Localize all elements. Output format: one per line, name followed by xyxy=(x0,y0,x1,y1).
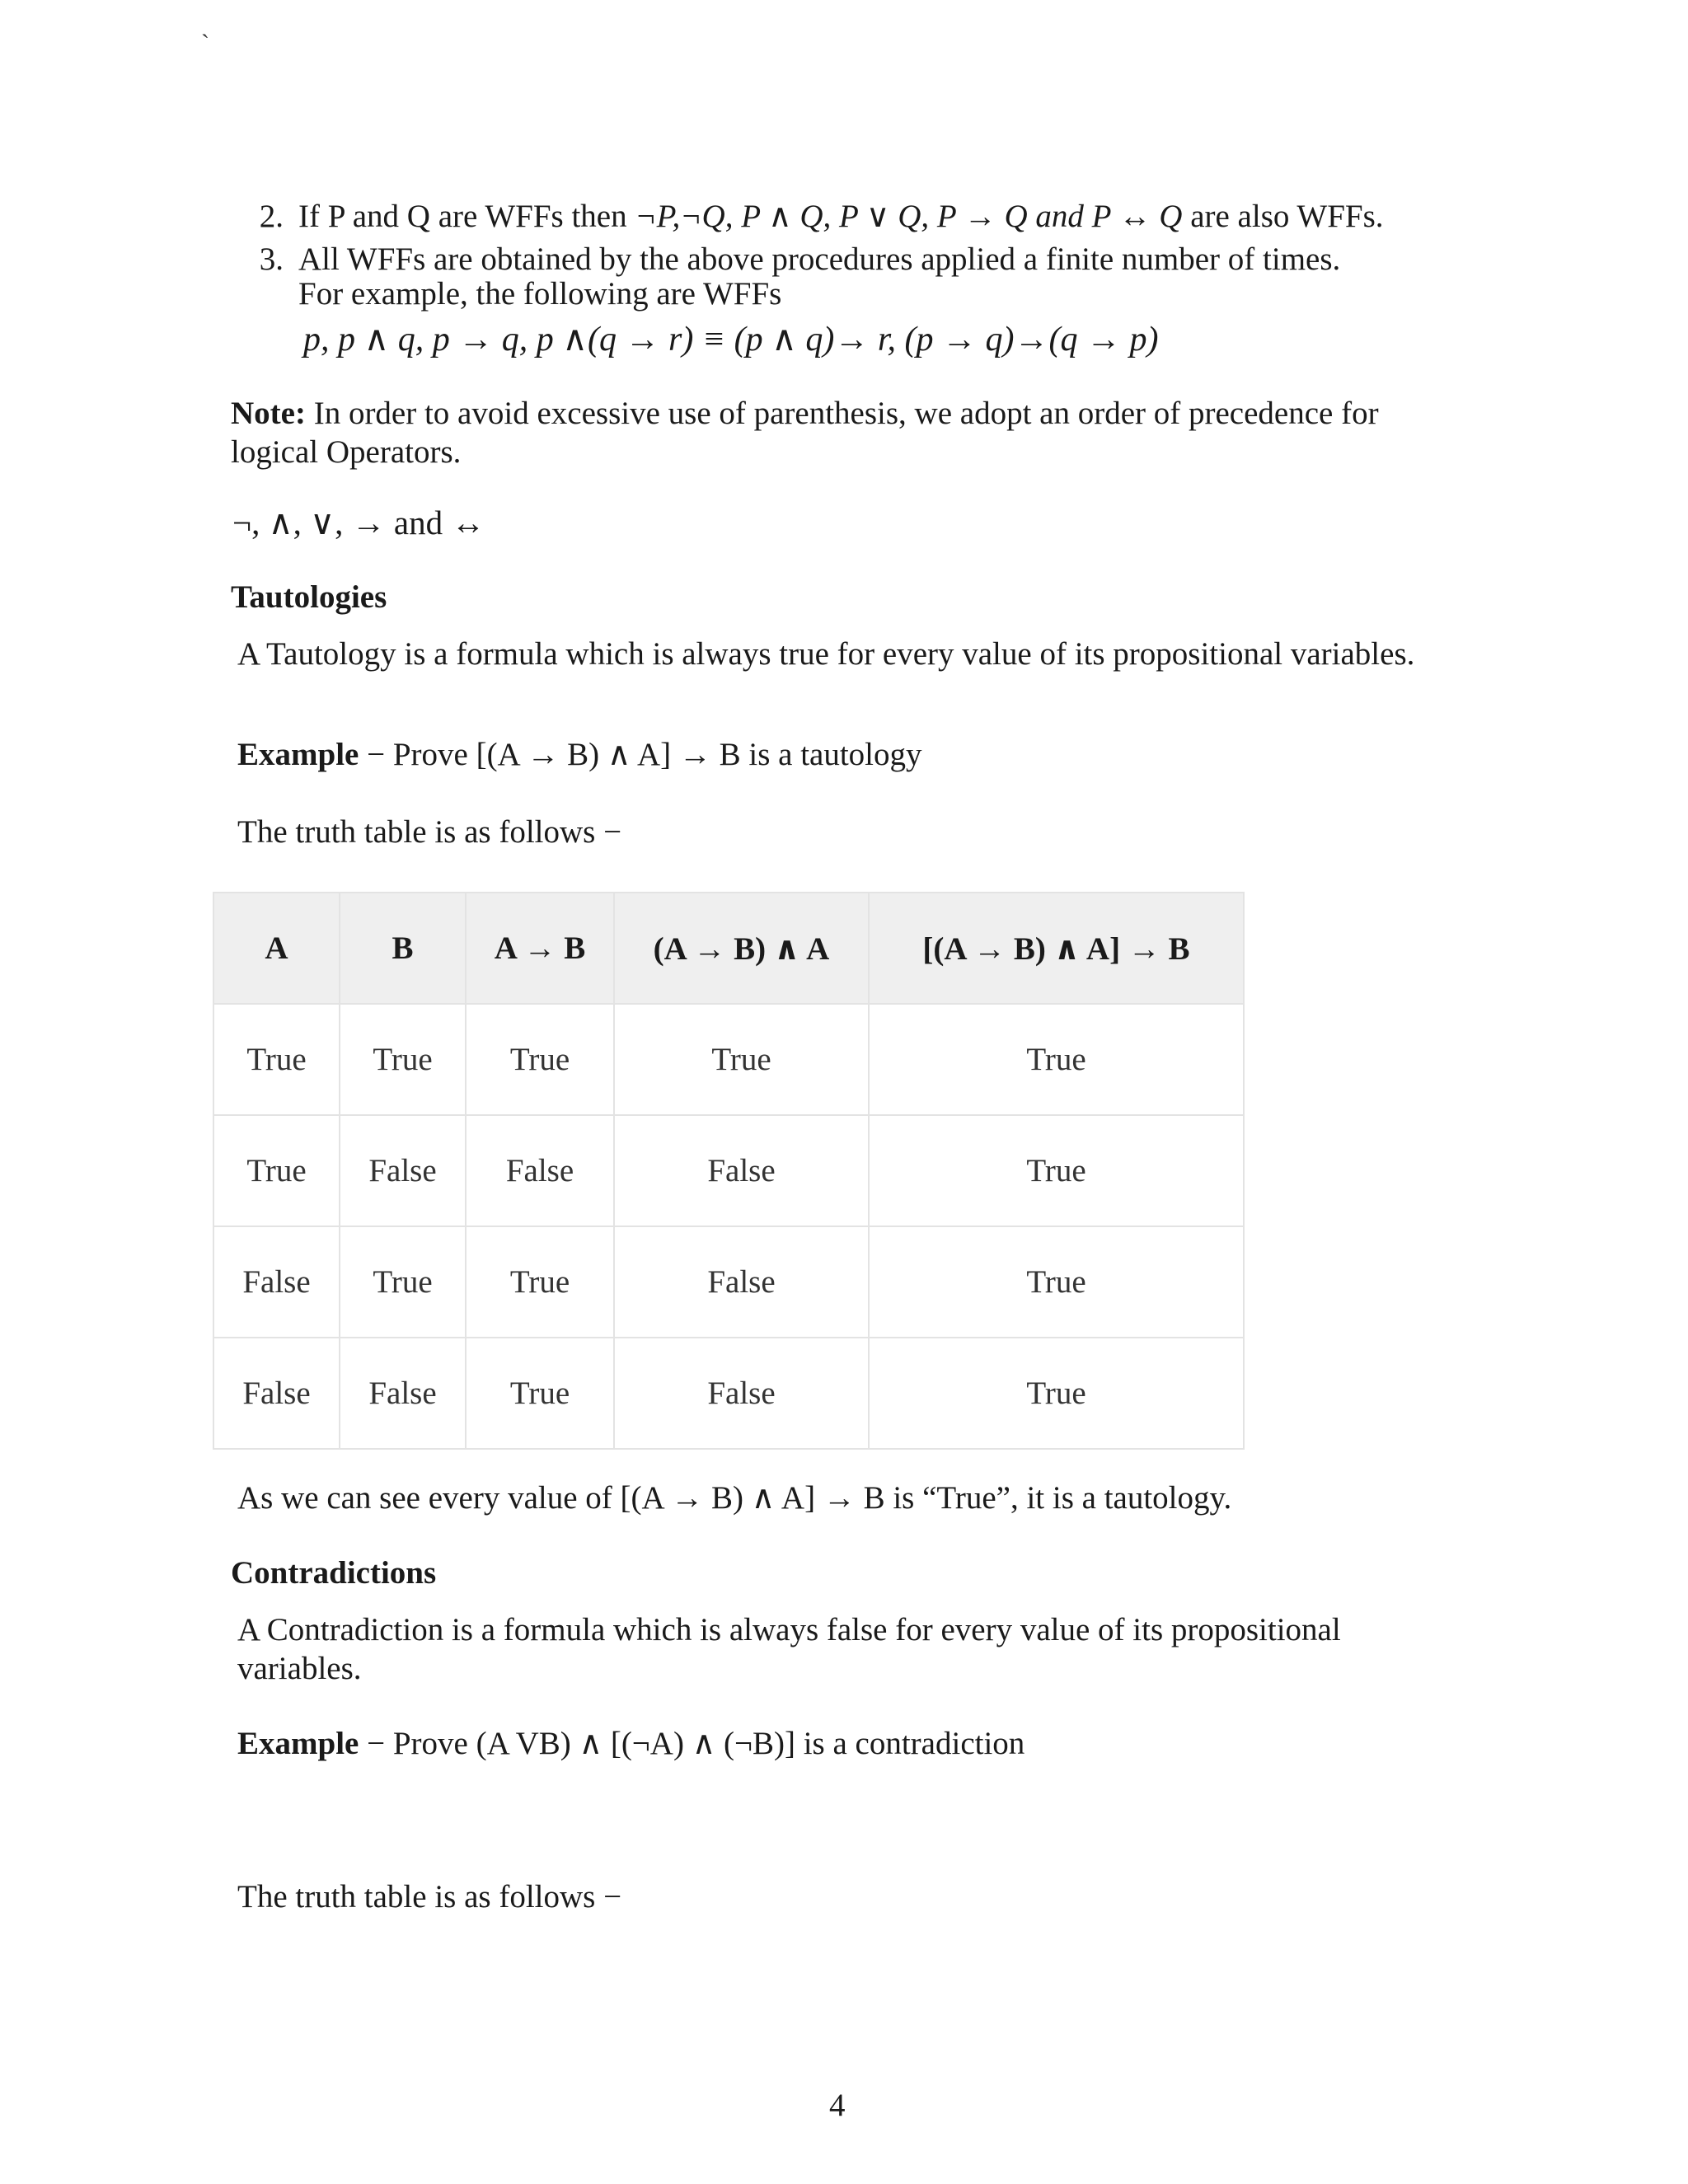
tautology-example xyxy=(237,735,922,774)
list-number: 2. xyxy=(259,199,284,234)
list-number: 3. xyxy=(259,241,284,277)
list-text-tail: are also WFFs. xyxy=(1182,199,1384,234)
table-header-cell: B xyxy=(340,893,466,1004)
example-text: − Prove [(A → B) ∧ A] → B is a tautology xyxy=(359,737,922,772)
tautologies-heading: Tautologies xyxy=(231,579,387,615)
table-cell: True xyxy=(213,1004,340,1115)
table-cell: True xyxy=(466,1338,614,1449)
tautology-conclusion: As we can see every value of [(A → B) ∧ A] → B is “True”, it is a tautology. xyxy=(237,1480,1232,1516)
contradiction-definition-line2: variables. xyxy=(237,1651,362,1686)
table-cell: False xyxy=(466,1115,614,1226)
precedence-list: ¬, ∧, ∨, → and ↔ xyxy=(232,504,485,541)
note-line2: logical Operators. xyxy=(231,434,462,470)
table-cell: False xyxy=(340,1115,466,1226)
table-cell: False xyxy=(614,1338,869,1449)
list-item-3 xyxy=(232,241,1340,279)
table-cell: True xyxy=(869,1115,1244,1226)
wff-examples: p, p ∧ q, p → q, p ∧(q → r) ≡ (p ∧ q)→ r, (p → q)→(q → p) xyxy=(303,321,1159,359)
table-row xyxy=(213,1226,1244,1338)
table-cell: True xyxy=(340,1226,466,1338)
table-cell: False xyxy=(614,1115,869,1226)
tautology-table-intro: The truth table is as follows − xyxy=(237,814,622,850)
table-cell: False xyxy=(213,1226,340,1338)
note-label: Note: xyxy=(231,396,306,431)
table-header-cell: A → B xyxy=(466,893,614,1004)
table-cell: True xyxy=(466,1004,614,1115)
table-cell: True xyxy=(869,1338,1244,1449)
contradiction-definition xyxy=(237,1610,1341,1688)
example-label: Example xyxy=(237,737,359,772)
table-row xyxy=(213,1004,1244,1115)
table-header-cell: [(A → B) ∧ A] → B xyxy=(869,893,1244,1004)
table-header-cell: A xyxy=(213,893,340,1004)
table-cell: True xyxy=(614,1004,869,1115)
list-item-2 xyxy=(232,198,1384,236)
contradiction-table-intro: The truth table is as follows − xyxy=(237,1879,622,1915)
example-intro: For example, the following are WFFs xyxy=(298,276,782,312)
table-cell: True xyxy=(213,1115,340,1226)
table-header-row xyxy=(213,893,1244,1004)
table-row xyxy=(213,1338,1244,1449)
table-header-cell: (A → B) ∧ A xyxy=(614,893,869,1004)
table-cell: True xyxy=(340,1004,466,1115)
contradiction-definition-line1: A Contradiction is a formula which is always false for every value of its propositional xyxy=(237,1612,1341,1647)
list-math: ¬P,¬Q, P ∧ Q, P ∨ Q, P → Q and P ↔ Q xyxy=(635,199,1183,234)
page-number: 4 xyxy=(829,2088,846,2123)
tautology-truth-table xyxy=(213,892,1245,1450)
table-cell: False xyxy=(340,1338,466,1449)
table-row xyxy=(213,1115,1244,1226)
tautology-definition: A Tautology is a formula which is always true for every value of its propositional variables. xyxy=(237,636,1415,672)
note-paragraph xyxy=(231,394,1379,471)
contradiction-example xyxy=(237,1724,1025,1763)
table-cell: False xyxy=(213,1338,340,1449)
list-text-lead: If P and Q are WFFs then xyxy=(298,199,635,234)
table-cell: True xyxy=(869,1004,1244,1115)
table-cell: True xyxy=(869,1226,1244,1338)
contradictions-heading: Contradictions xyxy=(231,1555,437,1591)
table-cell: True xyxy=(466,1226,614,1338)
note-line1: In order to avoid excessive use of parenthesis, we adopt an order of precedence for xyxy=(305,396,1379,431)
table-cell: False xyxy=(614,1226,869,1338)
example-text: − Prove (A VB) ∧ [(¬A) ∧ (¬B)] is a contradiction xyxy=(359,1726,1025,1761)
list-text: All WFFs are obtained by the above procedures applied a finite number of times. xyxy=(298,241,1341,277)
example-label: Example xyxy=(237,1726,359,1761)
stray-mark: ` xyxy=(201,30,209,57)
